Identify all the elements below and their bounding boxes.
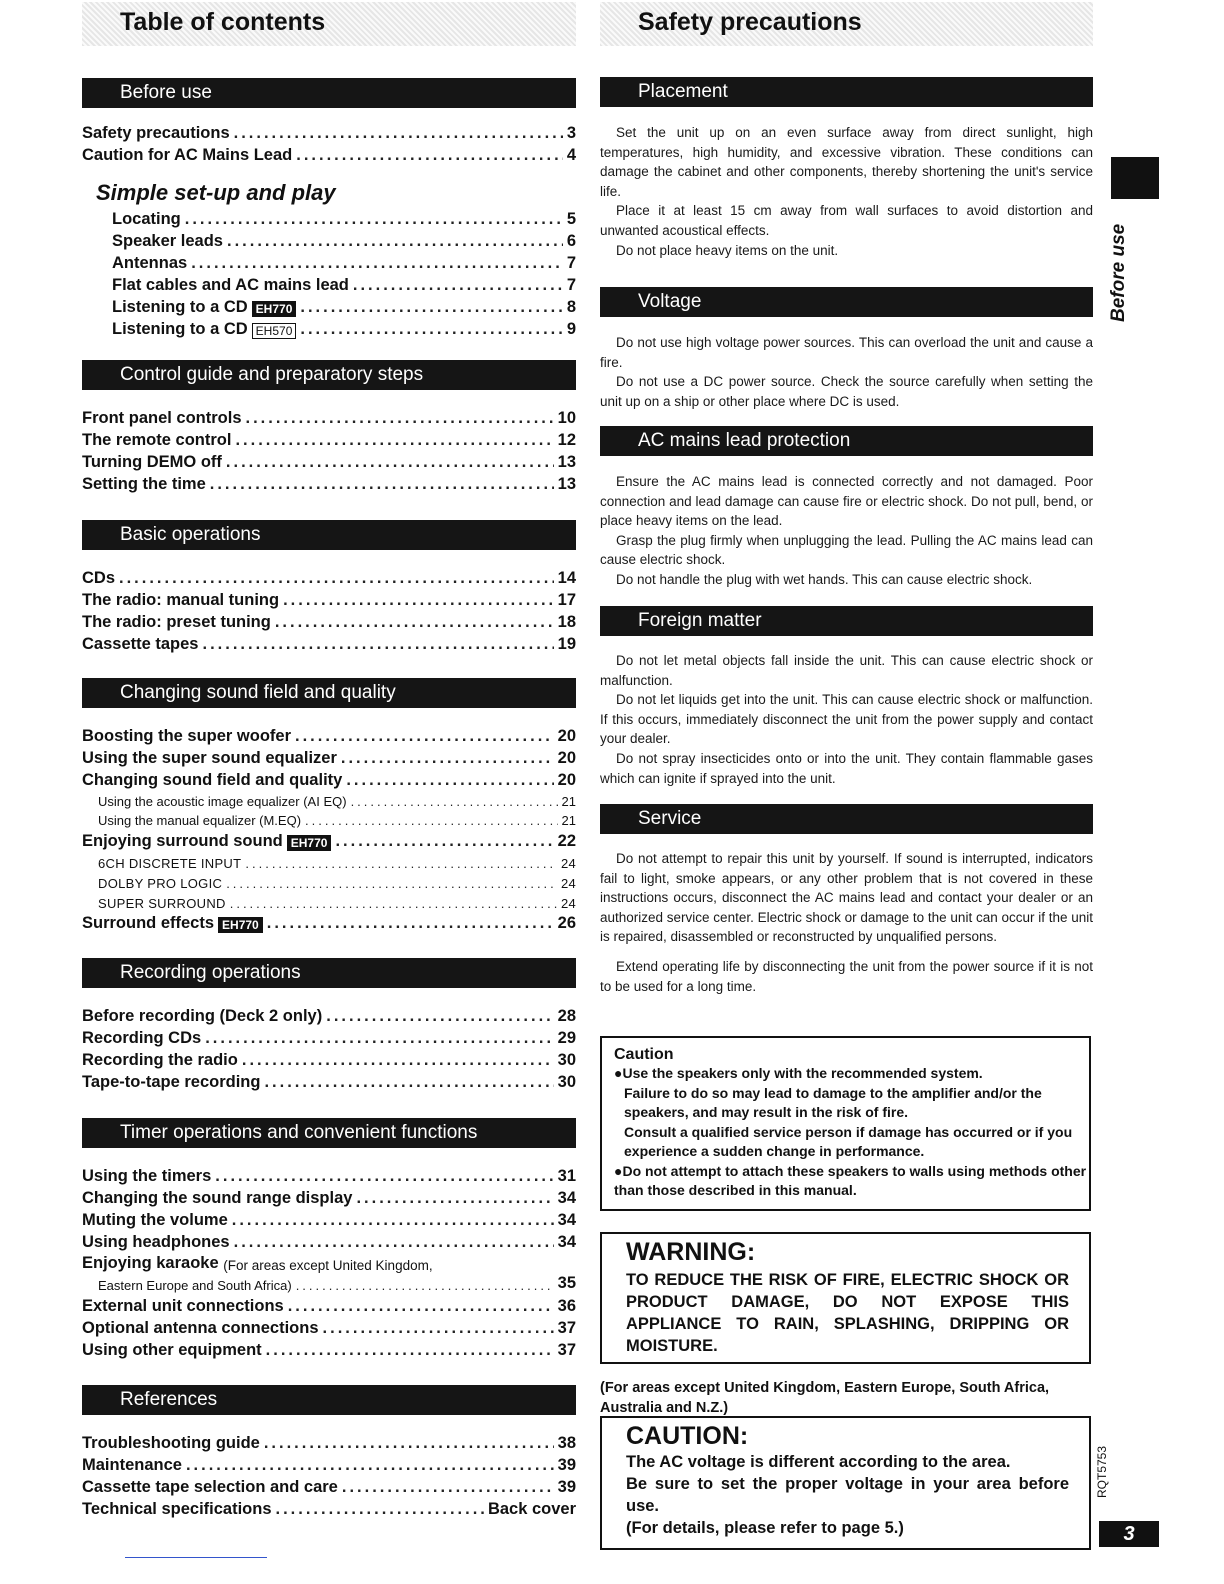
toc-entry-page: 14 [557, 569, 576, 587]
toc-entry[interactable] [112, 273, 576, 295]
toc-entry-page: 13 [557, 475, 576, 493]
toc-entry-page: 4 [566, 146, 576, 164]
toc-entry-page: 18 [557, 613, 576, 631]
safety-heading: Safety precautions [600, 2, 1093, 46]
toc-entry-page: 6 [566, 232, 576, 250]
section-bar-recording: Recording operations [82, 958, 576, 988]
toc-entry[interactable] [82, 632, 576, 654]
toc-entry-title: Changing sound field and quality [82, 771, 343, 789]
toc-entry-title: Troubleshooting guide [82, 1434, 260, 1452]
toc-entry-page: 34 [557, 1189, 576, 1207]
toc-entry-continued[interactable] [98, 1275, 576, 1293]
toc-entry[interactable] [82, 746, 576, 768]
warning-title: WARNING: [626, 1238, 756, 1266]
toc-entry[interactable] [82, 566, 576, 588]
toc-entry[interactable] [82, 1048, 576, 1070]
toc-subentry[interactable] [98, 791, 576, 809]
caution-voltage-line: The AC voltage is different according to the area. [626, 1453, 1011, 1471]
placement-text [600, 123, 1093, 260]
toc-entry-title: Before recording (Deck 2 only) [82, 1007, 323, 1025]
toc-entry-page: 17 [557, 591, 576, 609]
toc-entry-page: 13 [557, 453, 576, 471]
toc-entry-page: 28 [557, 1007, 576, 1025]
toc-entry[interactable] [82, 1208, 576, 1230]
section-bar-basic-operations: Basic operations [82, 520, 576, 550]
toc-entry-page: 21 [561, 794, 576, 809]
paragraph: Do not spray insecticides onto or into the unit. They contain flammable gases which can ignite if sprayed into the unit. [600, 750, 1093, 786]
toc-entry-page: 20 [557, 727, 576, 745]
toc-entry[interactable] [82, 1338, 576, 1360]
caution-line: ●Do not attempt to attach these speakers to walls using methods other than those described in this manual. [614, 1162, 1087, 1198]
toc-entry[interactable] [82, 1475, 576, 1497]
toc-entry-title: Cassette tapes [82, 635, 199, 653]
paragraph: Do not place heavy items on the unit. [616, 242, 839, 258]
model-code: RQT5753 [1095, 1445, 1109, 1498]
toc-entry-title: Turning DEMO off [82, 453, 222, 471]
toc-entry[interactable] [82, 724, 576, 746]
toc-entry-title: CDs [82, 569, 116, 587]
toc-entry[interactable] [112, 229, 576, 251]
section-bar-before-use: Before use [82, 78, 576, 108]
toc-entry[interactable] [112, 251, 576, 273]
toc-entry-title: Listening to a CD [112, 320, 248, 338]
toc-entry[interactable] [82, 911, 576, 933]
toc-entry-title: Using other equipment [82, 1341, 262, 1359]
service-text [600, 849, 1093, 996]
section-bar-voltage: Voltage [600, 287, 1093, 317]
toc-entry-note: (For areas except United Kingdom, [223, 1258, 433, 1273]
toc-entry[interactable] [82, 1230, 576, 1252]
areas-note: (For areas except United Kingdom, Eastern Europe, South Africa, Australia and N.Z.) [600, 1380, 1050, 1416]
toc-entry-title: Recording the radio [82, 1051, 238, 1069]
toc-entry-page: 24 [560, 896, 576, 911]
toc-entry[interactable] [82, 1164, 576, 1186]
toc-entry-page: 3 [566, 124, 576, 142]
toc-entry-title: Boosting the super woofer [82, 727, 292, 745]
toc-subentry[interactable] [98, 893, 576, 911]
toc-entry-page: 9 [566, 320, 576, 338]
footer-rule [125, 1557, 267, 1558]
toc-entry-page: 38 [557, 1434, 576, 1452]
paragraph: Set the unit up on an even surface away from direct sunlight, high temperatures, high humidity, and excessive vibration. These conditions can damage the cabinet and other components, thereby shortening the unit's service life. [600, 125, 1093, 199]
toc-entry[interactable] [82, 1453, 576, 1475]
section-bar-placement: Placement [600, 77, 1093, 107]
paragraph: Do not use high voltage power sources. This can overload the unit and cause a fire. [600, 335, 1093, 370]
toc-entry-page: Back cover [487, 1500, 576, 1518]
voltage-text [600, 333, 1093, 411]
section-bar-control-guide: Control guide and preparatory steps [82, 360, 576, 390]
toc-entry-title: Setting the time [82, 475, 206, 493]
toc-subentry[interactable] [98, 810, 576, 828]
toc-entry[interactable] [82, 829, 576, 851]
toc-entry[interactable] [82, 1497, 576, 1519]
toc-entry[interactable] [82, 1070, 576, 1092]
caution-voltage-line: (For details, please refer to page 5.) [626, 1519, 904, 1537]
toc-entry-title: The radio: manual tuning [82, 591, 280, 609]
section-bar-service: Service [600, 804, 1093, 834]
toc-entry[interactable] [82, 588, 576, 610]
toc-entry-title: Cassette tape selection and care [82, 1478, 338, 1496]
model-badge: EH770 [287, 835, 332, 851]
toc-entry-title: Optional antenna connections [82, 1319, 319, 1337]
model-badge: EH770 [252, 301, 297, 317]
toc-entry-title: External unit connections [82, 1297, 284, 1315]
page-number: 3 [1099, 1521, 1159, 1547]
toc-entry-page: 34 [557, 1233, 576, 1251]
toc-entry[interactable] [82, 450, 576, 472]
toc-entry-page: 34 [557, 1211, 576, 1229]
paragraph: Do not let liquids get into the unit. This can cause electric shock or malfunction. If this occurs, immediately disconnect the unit from the power supply and contact your dealer. [600, 692, 1093, 747]
toc-entry-title: Locating [112, 210, 181, 228]
toc-entry[interactable] [82, 406, 576, 428]
toc-entry[interactable] [82, 472, 576, 494]
toc-entry-title: Maintenance [82, 1456, 182, 1474]
toc-entry-page: 22 [557, 832, 576, 850]
toc-subentry[interactable] [98, 873, 576, 891]
toc-entry-title: Surround effects [82, 914, 215, 932]
toc-entry[interactable] [82, 121, 576, 143]
toc-heading: Table of contents [82, 2, 576, 46]
toc-entry-title: The remote control [82, 431, 232, 449]
toc-entry-title: The radio: preset tuning [82, 613, 271, 631]
toc-entry-title: Enjoying karaoke [82, 1254, 219, 1272]
section-tab-marker [1111, 157, 1159, 199]
section-bar-references: References [82, 1385, 576, 1415]
toc-entry[interactable] [82, 1316, 576, 1338]
paragraph: Do not handle the plug with wet hands. This can cause electric shock. [616, 571, 1033, 587]
toc-entry-page: 5 [566, 210, 576, 228]
toc-entry-title: Using the manual equalizer (M.EQ) [98, 813, 302, 828]
toc-entry-title: Speaker leads [112, 232, 223, 250]
toc-entry-page: 37 [557, 1341, 576, 1359]
subsection-title: Simple set-up and play [96, 180, 336, 205]
toc-entry-page: 7 [566, 254, 576, 272]
paragraph: Do not use a DC power source. Check the source carefully when setting the unit up on a ship or other place where DC is used. [600, 374, 1093, 409]
toc-entry-page: 31 [557, 1167, 576, 1185]
toc-entry-title: Technical specifications [82, 1500, 272, 1518]
model-badge: EH770 [218, 917, 263, 933]
toc-entry-title: Safety precautions [82, 124, 230, 142]
toc-entry-page: 26 [557, 914, 576, 932]
section-bar-foreign-matter: Foreign matter [600, 606, 1093, 636]
toc-entry-page: 30 [557, 1051, 576, 1069]
toc-entry-page: 21 [561, 813, 576, 828]
model-badge: EH570 [252, 323, 297, 339]
toc-entry[interactable] [82, 1294, 576, 1316]
toc-entry[interactable] [82, 1026, 576, 1048]
paragraph: Do not let metal objects fall inside the unit. This can cause electric shock or malfunction. [600, 653, 1093, 688]
paragraph: Do not attempt to repair this unit by yourself. If sound is interrupted, indicators fail to light, smoke appears, or any other problem that is not covered in these instructions occurs, disconnect the AC mains lead and contact your dealer or an authorized service center. Electric shock or damage to the unit can occur if the unit is repaired, disassembled or reconstructed by unqualified persons. [600, 851, 1094, 945]
ac-mains-text [600, 472, 1093, 590]
toc-entry[interactable] [82, 143, 576, 165]
toc-entry-page: 7 [566, 276, 576, 294]
toc-entry[interactable] [82, 428, 576, 450]
caution-box [600, 1036, 1091, 1211]
caution-voltage-title: CAUTION: [626, 1422, 749, 1450]
toc-entry[interactable] [82, 1186, 576, 1208]
caution-line: Failure to do so may lead to damage to the amplifier and/or the speakers, and may result in the risk of fire. [624, 1084, 1042, 1120]
toc-entry-page: 39 [557, 1456, 576, 1474]
paragraph: Place it at least 15 cm away from wall surfaces to avoid distortion and unwanted acoustical effects. [600, 203, 1093, 238]
toc-entry-title: Listening to a CD [112, 298, 248, 316]
section-bar-ac-mains: AC mains lead protection [600, 426, 1093, 456]
toc-entry-title: Eastern Europe and South Africa) [98, 1278, 292, 1293]
foreign-matter-text [600, 651, 1093, 788]
warning-text: TO REDUCE THE RISK OF FIRE, ELECTRIC SHOCK OR PRODUCT DAMAGE, DO NOT EXPOSE THIS APPLIANCE TO RAIN, SPLASHING, DRIPPING OR MOISTURE. [626, 1271, 1069, 1355]
toc-entry-page: 10 [557, 409, 576, 427]
toc-entry-title: Tape-to-tape recording [82, 1073, 261, 1091]
toc-entry-title: SUPER SURROUND [98, 896, 226, 911]
toc-entry-page: 8 [566, 298, 576, 316]
toc-entry-title: Using the timers [82, 1167, 212, 1185]
section-bar-timer: Timer operations and convenient functions [82, 1118, 576, 1148]
warning-box [600, 1232, 1091, 1364]
toc-entry[interactable] [112, 295, 576, 317]
toc-entry-page: 20 [557, 771, 576, 789]
toc-entry-title: Changing the sound range display [82, 1189, 353, 1207]
toc-entry-page: 39 [557, 1478, 576, 1496]
toc-entry-page: 30 [557, 1073, 576, 1091]
toc-entry-page: 20 [557, 749, 576, 767]
toc-entry-title: Muting the volume [82, 1211, 228, 1229]
toc-entry-title: Flat cables and AC mains lead [112, 276, 349, 294]
side-section-label: Before use [1108, 223, 1129, 322]
caution-voltage-box [600, 1416, 1091, 1550]
caution-line: Consult a qualified service person if damage has occurred or if you experience a sudden change in performance. [624, 1123, 1073, 1159]
toc-entry-title: Using the acoustic image equalizer (AI EQ) [98, 794, 347, 809]
toc-entry-page: 36 [557, 1297, 576, 1315]
toc-entry-title: 6CH DISCRETE INPUT [98, 856, 242, 871]
toc-entry-page: 35 [557, 1275, 576, 1292]
toc-entry-title: Using the super sound equalizer [82, 749, 337, 767]
paragraph: Extend operating life by disconnecting the unit from the power source if it is not to be used for a long time. [600, 958, 1093, 994]
toc-entry-page: 37 [557, 1319, 576, 1337]
toc-entry-title: Antennas [112, 254, 188, 272]
toc-entry-page: 29 [557, 1029, 576, 1047]
toc-entry-page: 19 [557, 635, 576, 653]
paragraph: Grasp the plug firmly when unplugging the lead. Pulling the AC mains lead can cause electric shock. [600, 532, 1093, 568]
toc-entry[interactable] [82, 1431, 576, 1453]
toc-entry-title: Using headphones [82, 1233, 230, 1251]
caution-title: Caution [614, 1046, 674, 1063]
section-bar-sound-field: Changing sound field and quality [82, 678, 576, 708]
toc-entry[interactable] [112, 207, 576, 229]
toc-entry[interactable] [82, 1004, 576, 1026]
caution-voltage-line: Be sure to set the proper voltage in your area before use. [626, 1475, 1069, 1515]
toc-entry-title: Caution for AC Mains Lead [82, 146, 293, 164]
toc-entry[interactable] [112, 317, 576, 339]
toc-entry[interactable] [82, 768, 576, 790]
toc-entry-page: 12 [557, 431, 576, 449]
toc-entry-title: Front panel controls [82, 409, 242, 427]
paragraph: Ensure the AC mains lead is connected correctly and not damaged. Poor connection and lead damage can cause fire or electric shock. Do not pull, bend, or place heavy items on the lead. [600, 474, 1093, 529]
toc-subentry[interactable] [98, 853, 576, 871]
toc-entry-title: Recording CDs [82, 1029, 202, 1047]
toc-entry-title: Enjoying surround sound [82, 832, 283, 850]
toc-entry-title: DOLBY PRO LOGIC [98, 876, 223, 891]
toc-entry[interactable] [82, 1251, 576, 1273]
toc-entry[interactable] [82, 610, 576, 632]
toc-entry-page: 24 [560, 876, 576, 891]
caution-line: ●Use the speakers only with the recommended system. [614, 1065, 983, 1081]
toc-entry-page: 24 [560, 856, 576, 871]
